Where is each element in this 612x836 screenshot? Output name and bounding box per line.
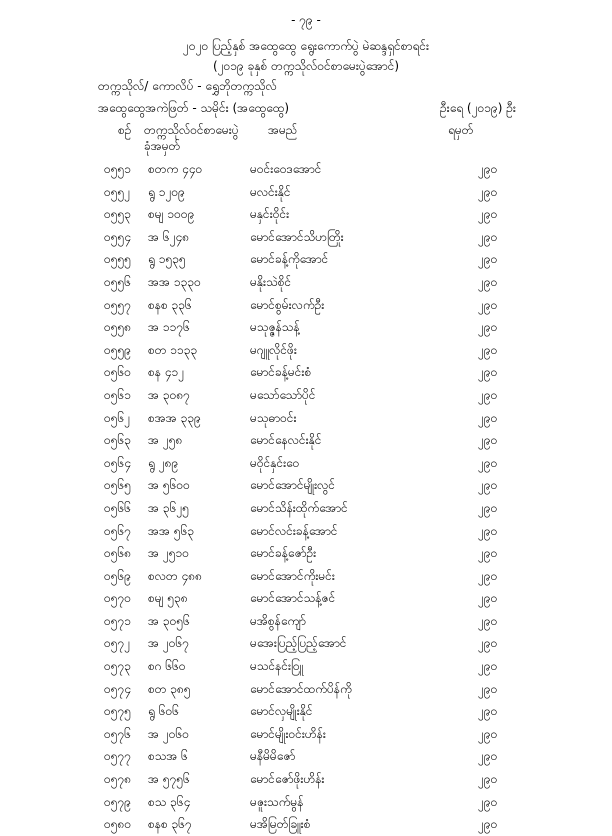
student-name: မအိမြတ်ခြူးစံ [250, 817, 311, 832]
marks: ၂၉၀ [478, 297, 498, 312]
serial-number: ၀၅၆၅ [104, 478, 131, 493]
marks: ၂၉၀ [478, 659, 498, 674]
serial-number: ၀၅၇၄ [104, 681, 131, 696]
exam-number: ရွ ၆၀၆ [148, 704, 179, 719]
table-row [0, 632, 612, 655]
serial-number: ၀၅၇၃ [104, 659, 131, 674]
table-row [0, 226, 612, 249]
marks: ၂၉၀ [478, 636, 498, 651]
marks: ၂၉၀ [478, 207, 498, 222]
marks: ၂၉၀ [478, 681, 498, 696]
exam-number: အအ ၅၆၃ [148, 523, 195, 538]
student-name: မောင်လှမျိုးနိုင် [250, 704, 313, 719]
serial-number: ၀၅၅၃ [104, 207, 131, 222]
serial-number: ၀၅၅၅ [104, 252, 131, 267]
exam-number: အ ၁၁၇၆ [148, 320, 190, 335]
student-name: မဂျူလိုင်ဖိုး [250, 342, 297, 357]
serial-number: ၀၅၆၂ [104, 410, 131, 425]
exam-number: စသ ၃၆၄ [148, 794, 191, 809]
student-name: မောင်အောင်သန့်ဇင် [250, 591, 336, 606]
document-title: ၂၀၂၀ ပြည့်နှစ် အထွေထွေ ရွေးကောက်ပွဲ မဲဆန္ဒရှင်စာရင်း [182, 39, 430, 53]
table-row [0, 791, 612, 814]
student-name: မောင်လင်းခန့်အောင် [250, 523, 338, 538]
student-name: မသင်နင်း၀ြူ [250, 659, 304, 674]
serial-number: ၀၅၇၁ [104, 613, 131, 628]
serial-number: ၀၅၇၉ [104, 794, 131, 809]
university-label: တက္ကသိုလ်/ ကောလိပ် - ရွှေဘိုတက္ကသိုလ် [98, 79, 277, 93]
serial-number: ၀၅၇၀ [104, 591, 131, 606]
serial-number: ၀၅၆၈ [104, 546, 132, 561]
serial-number: ၀၅၇၂ [104, 636, 131, 651]
table-row [0, 474, 612, 497]
table-row [0, 452, 612, 475]
table-row [0, 655, 612, 678]
marks: ၂၉၀ [478, 794, 498, 809]
serial-number: ၀၅၇၈ [104, 772, 132, 787]
serial-number: ၀၅၆၆ [104, 500, 131, 515]
student-name: မနိုးသဲစိုင် [250, 274, 292, 289]
serial-number: ၀၅၆၇ [104, 523, 131, 538]
student-name: မနီမိမိဇော် [250, 749, 296, 764]
student-name: မအေးပြည့်ပြည့်အောင် [250, 636, 347, 651]
exam-number: အ ၂၅၈ [148, 433, 183, 448]
serial-number: ၀၅၅၇ [104, 297, 131, 312]
marks: ၂၉၀ [478, 523, 498, 538]
total-count: ဦးရေ (၂၀၁၉) ဦး [440, 101, 516, 115]
exam-number: စလတ ၄၈၈ [148, 568, 202, 583]
subject-label: အထွေထွေအကဲဖြတ် - သမိုင်း (အထွေထွေ) [98, 101, 290, 115]
exam-number: ရွ ၁၂၀၉ [148, 184, 185, 199]
table-row [0, 203, 612, 226]
serial-number: ၀၅၆၉ [104, 568, 131, 583]
exam-number: အ ၅၇၅၆ [148, 772, 190, 787]
student-name: မောင်အောင်မျိုးလွင် [250, 478, 336, 493]
marks: ၂၉၀ [478, 817, 498, 832]
table-row [0, 700, 612, 723]
exam-number: အ ၂၀၆၀ [148, 726, 189, 741]
table-row [0, 723, 612, 746]
serial-number: ၀၅၆၁ [104, 387, 131, 402]
marks: ၂၉၀ [478, 591, 498, 606]
serial-number: ၀၅၅၉ [104, 342, 131, 357]
exam-number: စဂ ၆၆၀ [148, 659, 186, 674]
marks: ၂၉၀ [478, 433, 498, 448]
table-row [0, 316, 612, 339]
serial-number: ၀၅၅၈ [104, 320, 132, 335]
table-row [0, 497, 612, 520]
marks: ၂၉၀ [478, 455, 498, 470]
header-marks: ရမှတ် [448, 123, 474, 137]
student-name: မောင်နေလင်းနိုင် [250, 433, 322, 448]
marks: ၂၉၀ [478, 749, 498, 764]
table-row [0, 745, 612, 768]
marks: ၂၉၀ [478, 387, 498, 402]
exam-number: စန ၄၁၂ [148, 365, 185, 380]
marks: ၂၉၀ [478, 726, 498, 741]
serial-number: ၀၅၆၃ [104, 433, 131, 448]
student-name: မောင်အောင်ကိုးမင်း [250, 568, 335, 583]
student-name: မောင်ခန့်မင်းစံ [250, 365, 312, 380]
exam-number: ရွ ၂၈၉ [148, 455, 179, 470]
marks: ၂၉၀ [478, 320, 498, 335]
table-row [0, 813, 612, 836]
document-subtitle: (၂၀၁၉ ခုနှစ် တက္ကသိုလ်ဝင်စာမေးပွဲအောင်) [212, 59, 400, 73]
student-name: မဇူးသက်မွန် [250, 794, 304, 809]
exam-number: စမျ ၁၀၀၉ [148, 207, 195, 222]
marks: ၂၉၀ [478, 252, 498, 267]
student-name: မောင်ခန့်ဇော်ဦး [250, 546, 317, 561]
table-row [0, 361, 612, 384]
table-row [0, 542, 612, 565]
exam-number: ရွ ၁၅၃၅ [148, 252, 186, 267]
serial-number: ၀၅၈၀ [104, 817, 132, 832]
student-name: မသော်သော်ပိုင် [250, 387, 316, 402]
student-name: မဝိုင်နှင်းဝေ [250, 455, 300, 470]
serial-number: ၀၅၅၁ [104, 162, 131, 176]
header-exam-number: တက္ကသိုလ်ဝင်စာမေးပွဲ [144, 123, 239, 137]
header-name: အမည် [268, 123, 298, 137]
exam-number: အအ ၁၃၃၀ [148, 274, 201, 289]
marks: ၂၉၀ [478, 184, 498, 199]
marks: ၂၉၀ [478, 365, 498, 380]
marks: ၂၉၀ [478, 274, 498, 289]
exam-number: အ ၂၀၆၇ [148, 636, 189, 651]
serial-number: ၀၅၅၄ [104, 229, 131, 244]
marks: ၂၉၀ [478, 162, 498, 176]
serial-number: ၀၅၆၄ [104, 455, 131, 470]
exam-number: စတ ၃၈၅ [148, 681, 191, 696]
table-row [0, 768, 612, 791]
student-name: မောင်မျိုးဝင်းဟိန်း [250, 726, 326, 741]
page-number: - ၇၉ - [291, 13, 321, 27]
exam-number: စမျ ၅၃၈ [148, 591, 188, 606]
table-row [0, 339, 612, 362]
student-name: မဝင်းဝေဒအောင် [250, 162, 322, 176]
table-row [0, 565, 612, 588]
student-name: မောင်သိန်းထိုက်အောင် [250, 500, 348, 515]
table-row [0, 429, 612, 452]
student-name: မအိစွန်ကျော် [250, 613, 306, 628]
student-list [0, 158, 612, 836]
exam-number: အ ၃၆၂၅ [148, 500, 189, 515]
table-row [0, 271, 612, 294]
header-exam-number-line2: ခုံအမှတ် [144, 139, 181, 153]
table-row [0, 610, 612, 633]
exam-number: အ ၆၂၄၈ [148, 229, 190, 244]
exam-number: အ ၅၆၀၀ [148, 478, 190, 493]
table-row [0, 181, 612, 204]
marks: ၂၉၀ [478, 478, 498, 493]
table-row [0, 587, 612, 610]
serial-number: ၀၅၆၀ [104, 365, 131, 380]
exam-number: စနစ ၃၃၆ [148, 297, 192, 312]
marks: ၂၉၀ [478, 772, 498, 787]
marks: ၂၉၀ [478, 568, 498, 583]
table-row [0, 384, 612, 407]
table-row [0, 294, 612, 317]
marks: ၂၉၀ [478, 410, 498, 425]
exam-number: စနစ ၃၆၇ [148, 817, 192, 832]
student-name: မောင်စွမ်းလက်ဦး [250, 297, 325, 312]
table-row [0, 158, 612, 181]
exam-number: အ ၃၀၈၇ [148, 387, 190, 402]
marks: ၂၉၀ [478, 704, 498, 719]
exam-number: စသအ ၆ [148, 749, 188, 764]
student-name: မလင်းနိုင် [250, 184, 291, 199]
header-serial: စဉ် [118, 123, 132, 137]
table-row [0, 520, 612, 543]
exam-number: စတက ၄၄၀ [148, 162, 203, 176]
exam-number: အ ၂၅၁၀ [148, 546, 189, 561]
student-name: မောင်ခန့်ကိုအောင် [250, 252, 329, 267]
table-row [0, 678, 612, 701]
marks: ၂၉၀ [478, 500, 498, 515]
table-row [0, 407, 612, 430]
student-name: မောင်ဇော်ဖိုးဟိန်း [250, 772, 325, 787]
student-name: မသုဇ္ဇန်သန့် [250, 320, 300, 335]
student-name: မနှင်းဝိုင်း [250, 207, 290, 222]
table-row [0, 248, 612, 271]
serial-number: ၀၅၇၅ [104, 704, 131, 719]
serial-number: ၀၅၇၇ [104, 749, 131, 764]
marks: ၂၉၀ [478, 229, 498, 244]
student-name: မောင်အောင်ထက်ပိန်ကို [250, 681, 352, 696]
serial-number: ၀၅၇၆ [104, 726, 131, 741]
exam-number: စတ ၁၁၃၃ [148, 342, 198, 357]
student-name: မသုဓာဝင်း [250, 410, 297, 425]
marks: ၂၉၀ [478, 342, 498, 357]
serial-number: ၀၅၅၆ [104, 274, 131, 289]
marks: ၂၉၀ [478, 546, 498, 561]
serial-number: ၀၅၅၂ [104, 184, 131, 199]
exam-number: အ ၃၀၅၆ [148, 613, 190, 628]
student-name: မောင်အောင်သိဟတြိုး [250, 229, 344, 244]
exam-number: စအအ ၃၃၉ [148, 410, 201, 425]
marks: ၂၉၀ [478, 613, 498, 628]
